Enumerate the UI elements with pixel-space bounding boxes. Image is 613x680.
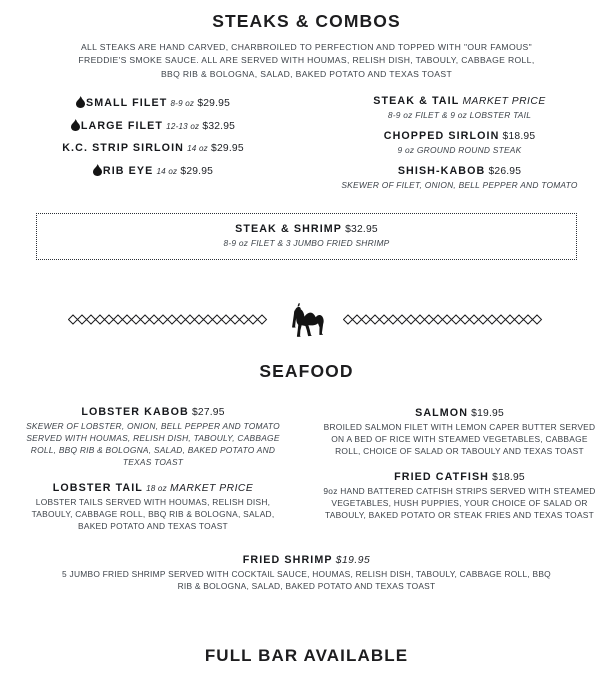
menu-item-price: MARKET PRICE xyxy=(170,482,254,494)
menu-item-heading xyxy=(43,223,570,235)
menu-item-heading xyxy=(306,165,613,177)
menu-page xyxy=(0,11,613,680)
menu-item-description: 9oz HAND BATTERED CATFISH STRIPS SERVED WITH STEAMED VEGETABLES, HUSH PUPPIES, YOUR CHOICE OF SALAD OR TABOULY, BAKED POTATO OR STEAK FRIES AND TEXAS TOAST xyxy=(323,485,596,521)
steaks-columns xyxy=(0,95,613,200)
menu-item-heading xyxy=(0,119,306,132)
menu-item-heading xyxy=(0,96,306,109)
menu-item-size: 18 oz xyxy=(146,483,167,493)
menu-item xyxy=(306,471,613,521)
page-title: STEAKS & COMBOS xyxy=(212,11,401,31)
menu-item-description: 5 JUMBO FRIED SHRIMP SERVED WITH COCKTAIL SAUCE, HOUMAS, RELISH DISH, TABOULY, CABBAGE ROLL, BBQ RIB & BOLOGNA, SALAD, BAKED POTATO AND TEXAS TOAST xyxy=(62,569,551,592)
seafood-columns xyxy=(0,406,613,547)
menu-item-name: K.C. STRIP SIRLOIN xyxy=(62,142,184,155)
steaks-left-column xyxy=(0,95,306,200)
menu-item xyxy=(0,164,306,177)
menu-item-description: BROILED SALMON FILET WITH LEMON CAPER BUTTER SERVED ON A BED OF RICE WITH STEAMED VEGETABLES, CABBAGE ROLL, CHOICE OF SALAD OR TABOULY AND TEXAS TOAST xyxy=(323,421,596,456)
menu-item-name: STEAK & TAIL xyxy=(373,95,460,108)
menu-item-description: 8-9 oz FILET & 9 oz LOBSTER TAIL xyxy=(387,110,532,121)
menu-item xyxy=(306,407,613,457)
menu-item-name: FRIED CATFISH xyxy=(394,470,490,483)
menu-item-size: 8-9 oz xyxy=(170,99,195,109)
diamond-chain-right-icon xyxy=(343,314,546,325)
section-divider xyxy=(0,297,613,343)
menu-item-price: $29.95 xyxy=(180,166,214,178)
menu-item xyxy=(0,142,306,154)
menu-item-description: LOBSTER TAILS SERVED WITH HOUMAS, RELISH DISH, TABOULY, CABBAGE ROLL, BBQ RIB & BOLOGNA, SALAD, BAKED POTATO AND TEXAS TOAST xyxy=(31,496,275,532)
menu-item-name: FRIED SHRIMP xyxy=(242,554,333,567)
menu-item-description: SKEWER OF FILET, ONION, BELL PEPPER AND TOMATO xyxy=(341,180,578,191)
fried-shrimp-item xyxy=(0,554,613,592)
flame-icon xyxy=(93,164,102,176)
steak-and-shrimp-feature xyxy=(36,213,577,260)
menu-item-heading xyxy=(306,95,613,107)
menu-item-description: 9 oz GROUND ROUND STEAK xyxy=(397,145,522,156)
menu-item-heading xyxy=(306,407,613,419)
menu-item xyxy=(306,165,613,191)
seafood-left-column xyxy=(0,406,306,547)
menu-item-price: $29.95 xyxy=(197,98,231,110)
menu-item xyxy=(0,119,306,132)
menu-item-description: 8-9 oz FILET & 3 JUMBO FRIED SHRIMP xyxy=(223,237,390,248)
menu-item-description: SKEWER OF LOBSTER, ONION, BELL PEPPER AND TOMATO SERVED WITH HOUMAS, RELISH DISH, TABOULY, CABBAGE ROLL, BBQ RIB & BOLOGNA, SALAD, BAKED POTATO AND TEXAS TOAST xyxy=(26,420,280,467)
menu-item-price: $27.95 xyxy=(191,406,225,418)
seafood-section-title: SEAFOOD xyxy=(259,360,354,381)
menu-item-price: $18.95 xyxy=(492,471,525,483)
menu-item-heading xyxy=(0,554,613,566)
menu-item-name: LOBSTER KABOB xyxy=(81,405,189,418)
menu-item-heading xyxy=(0,142,306,154)
menu-item-name: SMALL FILET xyxy=(85,97,168,110)
menu-item-name: SHISH-KABOB xyxy=(397,165,486,178)
full-bar-available-heading: FULL BAR AVAILABLE xyxy=(204,646,409,665)
menu-item-price: $32.95 xyxy=(202,121,236,133)
menu-item xyxy=(0,406,306,468)
menu-item xyxy=(306,95,613,121)
menu-item-name: LARGE FILET xyxy=(80,120,164,133)
menu-item-price: $18.95 xyxy=(502,131,536,143)
menu-item-price: $19.95 xyxy=(471,407,504,419)
menu-item xyxy=(0,482,306,532)
menu-item-heading xyxy=(0,406,306,418)
menu-item-price: $32.95 xyxy=(345,223,378,235)
flame-icon xyxy=(76,96,85,108)
menu-item-price: $19.95 xyxy=(335,555,371,567)
steaks-right-column xyxy=(306,95,613,200)
seafood-right-column xyxy=(306,406,613,547)
menu-item-name: SALMON xyxy=(415,406,469,419)
menu-item-size: 14 oz xyxy=(187,144,208,154)
menu-item xyxy=(306,130,613,156)
diamond-chain-left-icon xyxy=(68,314,271,325)
menu-item-price: $29.95 xyxy=(211,143,244,155)
menu-item-size: 14 oz xyxy=(156,167,178,177)
menu-item-heading xyxy=(306,471,613,483)
menu-item xyxy=(0,96,306,109)
menu-item-name: LOBSTER TAIL xyxy=(52,481,143,494)
menu-item-price: MARKET PRICE xyxy=(462,96,546,108)
flame-icon xyxy=(71,119,80,131)
menu-item-size: 12-13 oz xyxy=(166,122,200,132)
menu-item-heading xyxy=(306,130,613,142)
menu-item-heading xyxy=(0,482,306,494)
menu-item-heading xyxy=(0,164,306,177)
menu-item-name: RIB EYE xyxy=(102,165,154,178)
menu-item-name: STEAK & SHRIMP xyxy=(235,222,342,235)
menu-item-name: CHOPPED SIRLOIN xyxy=(383,130,500,143)
menu-item-price: $26.95 xyxy=(488,166,522,178)
camel-icon xyxy=(285,298,329,342)
steaks-subtitle: ALL STEAKS ARE HAND CARVED, CHARBROILED TO PERFECTION AND TOPPED WITH "OUR FAMOUS" FREDDIE'S SMOKE SAUCE. ALL ARE SERVED WITH HOUMAS, RELISH DISH, TABOULY, CABBAGE ROLL, BBQ RIB & BOLOGNA, SALAD, BAKED POTATO AND TEXAS TOAST xyxy=(78,42,535,79)
